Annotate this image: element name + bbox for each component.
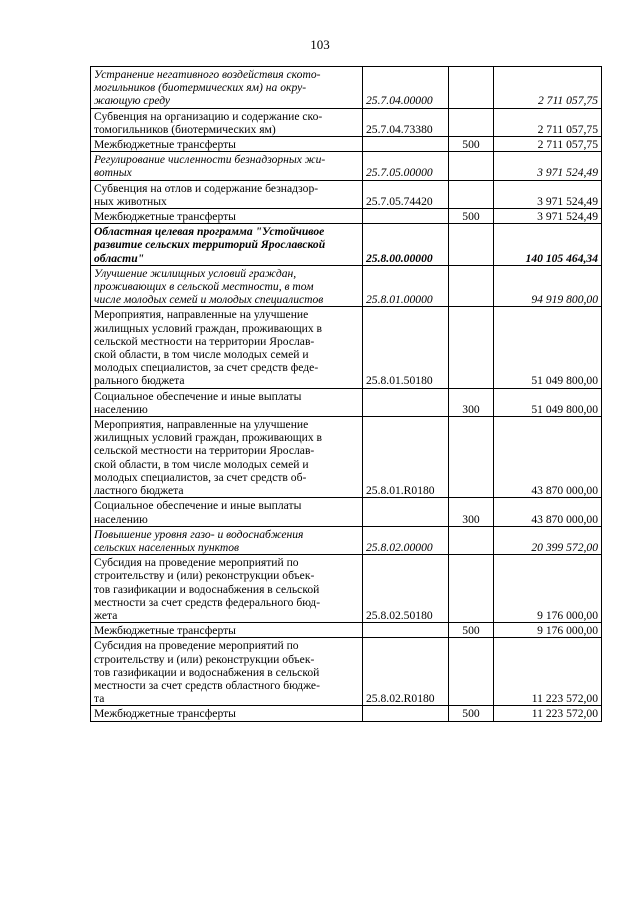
row-type-cell — [449, 555, 494, 623]
row-code-cell: 25.7.04.73380 — [363, 108, 449, 136]
table-row — [91, 180, 602, 208]
row-sum-cell: 51 049 800,00 — [494, 388, 602, 416]
row-name-cell: Мероприятия, направленные на улучшение жилищных условий граждан, проживающих в сельской местности на территории Ярослав- ской области, в том числе молодых семей и молодых специалистов, за счет средств феде- рального бюджета — [91, 307, 363, 388]
row-name-cell: Межбюджетные трансферты — [91, 137, 363, 152]
row-type-cell — [449, 108, 494, 136]
row-sum-cell: 3 971 524,49 — [494, 209, 602, 224]
table-row — [91, 417, 602, 498]
table-row — [91, 498, 602, 526]
row-code-cell: 25.8.01.00000 — [363, 265, 449, 307]
row-sum-cell: 140 105 464,34 — [494, 224, 602, 266]
row-type-cell: 500 — [449, 137, 494, 152]
row-code-cell: 25.7.05.00000 — [363, 152, 449, 180]
row-type-cell — [449, 417, 494, 498]
row-type-cell — [449, 224, 494, 266]
row-type-cell — [449, 526, 494, 554]
row-sum-cell: 43 870 000,00 — [494, 417, 602, 498]
budget-table-body — [91, 67, 602, 722]
row-name-cell: Областная целевая программа "Устойчивое развитие сельских территорий Ярославской области" — [91, 224, 363, 266]
table-row — [91, 388, 602, 416]
table-row — [91, 67, 602, 109]
table-row — [91, 152, 602, 180]
row-name-cell: Социальное обеспечение и иные выплаты населению — [91, 498, 363, 526]
table-row — [91, 307, 602, 388]
table-row — [91, 526, 602, 554]
row-code-cell — [363, 388, 449, 416]
row-sum-cell: 2 711 057,75 — [494, 67, 602, 109]
table-row — [91, 209, 602, 224]
row-type-cell — [449, 638, 494, 706]
row-sum-cell: 20 399 572,00 — [494, 526, 602, 554]
row-name-cell: Субсидия на проведение мероприятий по строительству и (или) реконструкции объек- тов газификации и водоснабжения в сельской местности за счет средств федерального бюд- жета — [91, 555, 363, 623]
row-type-cell: 300 — [449, 388, 494, 416]
row-sum-cell: 3 971 524,49 — [494, 180, 602, 208]
row-code-cell: 25.8.02.R0180 — [363, 638, 449, 706]
row-code-cell: 25.8.01.R0180 — [363, 417, 449, 498]
row-name-cell: Субвенция на отлов и содержание безнадзор- ных животных — [91, 180, 363, 208]
row-code-cell: 25.7.04.00000 — [363, 67, 449, 109]
row-sum-cell: 2 711 057,75 — [494, 108, 602, 136]
row-code-cell — [363, 209, 449, 224]
row-name-cell: Повышение уровня газо- и водоснабжения сельских населенных пунктов — [91, 526, 363, 554]
row-code-cell: 25.8.01.50180 — [363, 307, 449, 388]
row-sum-cell: 3 971 524,49 — [494, 152, 602, 180]
row-type-cell: 500 — [449, 706, 494, 721]
row-code-cell: 25.8.00.00000 — [363, 224, 449, 266]
row-sum-cell: 2 711 057,75 — [494, 137, 602, 152]
row-name-cell: Мероприятия, направленные на улучшение жилищных условий граждан, проживающих в сельской местности на территории Ярослав- ской области, в том числе молодых семей и молодых специалистов, за счет средств об- ластного бюджета — [91, 417, 363, 498]
row-name-cell: Межбюджетные трансферты — [91, 623, 363, 638]
table-row — [91, 265, 602, 307]
row-type-cell: 500 — [449, 209, 494, 224]
row-type-cell — [449, 152, 494, 180]
row-type-cell — [449, 180, 494, 208]
table-row — [91, 623, 602, 638]
row-type-cell — [449, 307, 494, 388]
row-name-cell: Улучшение жилищных условий граждан, проживающих в сельской местности, в том числе молодых семей и молодых специалистов — [91, 265, 363, 307]
row-name-cell: Субсидия на проведение мероприятий по строительству и (или) реконструкции объек- тов газификации и водоснабжения в сельской местности за счет средств областного бюдже- та — [91, 638, 363, 706]
table-row — [91, 555, 602, 623]
row-sum-cell: 9 176 000,00 — [494, 623, 602, 638]
table-row — [91, 224, 602, 266]
row-code-cell — [363, 706, 449, 721]
row-type-cell — [449, 265, 494, 307]
row-code-cell: 25.8.02.00000 — [363, 526, 449, 554]
row-sum-cell: 9 176 000,00 — [494, 555, 602, 623]
row-name-cell: Социальное обеспечение и иные выплаты населению — [91, 388, 363, 416]
row-sum-cell: 11 223 572,00 — [494, 638, 602, 706]
row-sum-cell: 43 870 000,00 — [494, 498, 602, 526]
table-row — [91, 108, 602, 136]
table-row — [91, 638, 602, 706]
row-name-cell: Межбюджетные трансферты — [91, 706, 363, 721]
page-number: 103 — [310, 37, 330, 52]
row-code-cell — [363, 623, 449, 638]
row-name-cell: Регулирование численности безнадзорных жи- вотных — [91, 152, 363, 180]
row-name-cell: Субвенция на организацию и содержание ско- томогильников (биотермических ям) — [91, 108, 363, 136]
row-code-cell: 25.7.05.74420 — [363, 180, 449, 208]
row-type-cell: 500 — [449, 623, 494, 638]
row-sum-cell: 11 223 572,00 — [494, 706, 602, 721]
table-row — [91, 137, 602, 152]
row-code-cell — [363, 137, 449, 152]
row-sum-cell: 94 919 800,00 — [494, 265, 602, 307]
budget-table — [90, 66, 602, 722]
row-type-cell: 300 — [449, 498, 494, 526]
row-code-cell: 25.8.02.50180 — [363, 555, 449, 623]
row-sum-cell: 51 049 800,00 — [494, 307, 602, 388]
table-row — [91, 706, 602, 721]
row-name-cell: Устранение негативного воздействия ското- могильников (биотермических ям) на окру- жающую среду — [91, 67, 363, 109]
row-name-cell: Межбюджетные трансферты — [91, 209, 363, 224]
row-type-cell — [449, 67, 494, 109]
row-code-cell — [363, 498, 449, 526]
